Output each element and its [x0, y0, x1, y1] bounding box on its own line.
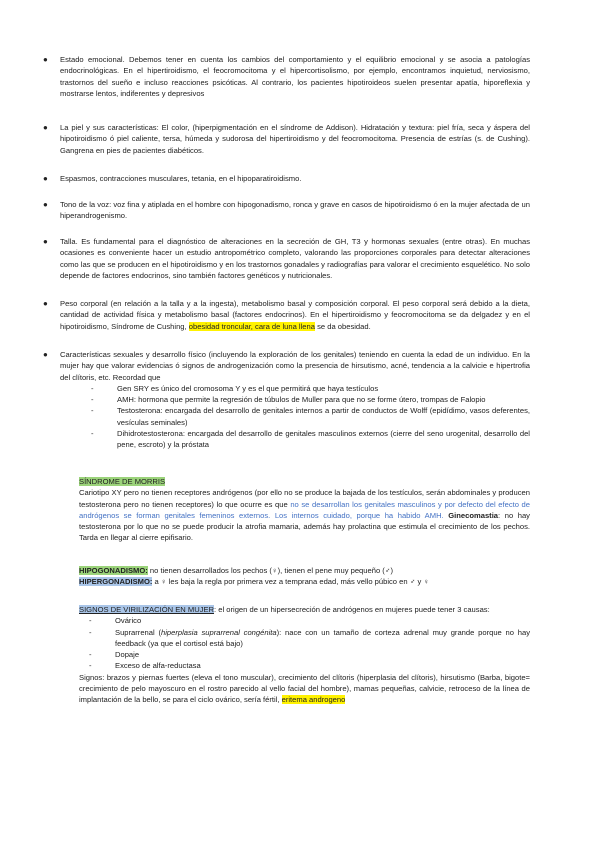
bullet-estado-emocional — [43, 54, 530, 99]
bullet-text-before: Peso corporal (en relación a la talla y a la ingesta), metabolismo basal y composición corporal. El peso corporal será debido a la dieta, cantidad de actividad física y metabolismo basal (factores endocrinos). En el hipertiroidismo y feocromocitoma se da delgadez y en el hipotiroidismo, Síndrome de Cushing, — [60, 299, 530, 331]
bullet-piel — [43, 122, 530, 156]
bullet-talla — [43, 236, 530, 281]
dash-marker: - — [89, 627, 92, 637]
bullet-marker: ● — [43, 123, 48, 132]
sub-item: - Gen SRY es único del cromosoma Y y es el que permitirá que haya testículos — [91, 383, 379, 393]
bullet-text: Características sexuales y desarrollo físico (incluyendo la exploración de los genitales) teniendo en cuenta la edad de un individuo. En la mujer hay que valorar evidencias ó signos de androgenización como la presencia de hirsutismo, acné, tendencia a la calvicie e hipertrofia del clítoris, etc. Recordad que — [60, 350, 530, 382]
section-virilizacion — [79, 604, 530, 706]
bullet-marker: ● — [43, 299, 48, 308]
virilizacion-intro: SIGNOS DE VIRILIZACIÓN EN MUJER: el origen de un hipersecreción de andrógenos en mujeres puede tener 3 causas: — [79, 605, 490, 614]
blue-text: no se desarrollan los genitales masculinos y por defecto del efecto de andrógenos se forman genitales femeninos externos. Los internos cuidado, porque ha habido AMH. — [79, 499, 530, 520]
bullet-marker: ● — [43, 237, 48, 246]
bullet-marker: ● — [43, 174, 48, 183]
sub-item: - AMH: hormona que permite la regresión de túbulos de Muller para que no se forme útero, trompas de Falopio — [91, 395, 486, 405]
bullet-marker: ● — [43, 350, 48, 359]
sub-list — [91, 383, 530, 451]
section-gonadismo — [79, 565, 530, 588]
bullet-text: Tono de la voz: voz fina y atiplada en el hombre con hipogonadismo, ronca y grave en casos de hipotiroidismo ó en la mujer afectada de un hiperandrogenismo. — [60, 200, 530, 221]
bullet-marker: ● — [43, 200, 48, 209]
highlighted-text: obesidad troncular, cara de luna llena — [188, 321, 315, 331]
bullet-text: La piel y sus características: El color, (hiperpigmentación en el síndrome de Addison). Hidratación y textura: piel fría, seca y áspera del hipotiroidismo ó piel caliente, tersa, húmeda y sudorosa del hipertiroidismo y del feocromocitoma. Presencia de estrías (s. de Cushing). Gangrena en pies de pacientes diabéticos. — [60, 123, 530, 155]
dash-marker: - — [91, 429, 94, 439]
dash-marker: - — [91, 395, 94, 405]
causes-list — [89, 615, 530, 671]
section-heading: SÍNDROME DE MORRIS — [79, 477, 166, 486]
hipogonadismo-line: HIPOGONADISMO: no tienen desarrollados los pechos (♀), tienen el pene muy pequeño (♂) — [79, 566, 394, 575]
dash-marker: - — [89, 661, 92, 671]
bullet-peso — [43, 298, 530, 332]
cause-item: - Exceso de alfa-reductasa — [89, 661, 201, 671]
sub-item: - Dihidrotestosterona: encargada del desarrollo de genitales masculinos externos (cierre del seno urogenital, desarrollo del pene, escroto) y la próstata — [91, 429, 530, 450]
morris-paragraph: Cariotipo XY pero no tienen receptores andrógenos (por ello no se produce la bajada de los testículos, serán abdominales y producen testosterona pero no tienen receptores) lo que ocurre es que no se desarrollan los genitales masculinos y por defecto del efecto de andrógenos se forman genitales femeninos externos. Los internos cuidado, porque ha habido AMH. Ginecomastia: no hay testosterona por lo que no se puede producir la atrofia mamaria, además hay prolactina que estimula el crecimiento de los pechos. Tarda en llegar al cierre epifisario. — [79, 488, 530, 543]
highlighted-text: eritema androgeno — [281, 695, 346, 705]
cause-item: - Ovárico — [89, 616, 142, 626]
signos-paragraph: Signos: brazos y piernas fuertes (eleva el tono muscular), crecimiento del clítoris (hiperplasia del clítoris), hirsutismo (Barba, bigote= crecimiento de pelo mayoscuro en el rostro parecido al vello facial del hombre), mamas pequeñas, calvicie, retroceso de la línea de implantación de la bello, se para el ciclo ovárico, sería fértil, eritema androgeno — [79, 672, 530, 705]
bullet-caracteristicas-sexuales — [43, 349, 530, 451]
dash-marker: - — [89, 616, 92, 626]
bullet-text: Estado emocional. Debemos tener en cuenta los cambios del comportamiento y el equilibrio emocional y se asocia a patologías endocrinológicas. En el hipertiroidismo, el feocromocitoma y el hipercortisolismo, por ejemplo, encontramos inquietud, nerviosismo, trastornos del sueño e incluso reacciones psicóticas. Al contrario, los pacientes hipotiroideos suelen presentar apatía, hiporeflexia y mostrarse lentos, indiferentes y depresivos — [60, 55, 530, 98]
hipergonadismo-line: HIPERGONADISMO: a ♀ les baja la regla por primera vez a temprana edad, más vello púbico en ♂ y ♀ — [79, 577, 430, 587]
dash-marker: - — [91, 406, 94, 416]
section-morris — [79, 476, 530, 544]
bullet-text-after: se da obesidad. — [314, 321, 371, 331]
bullet-text: Talla. Es fundamental para el diagnóstico de alteraciones en la secreción de GH, T3 y hormonas sexuales (entre otras). En muchas ocasiones es conveniente hacer un estudio antropométrico completo, valorando las proporciones corporales para detectar alteraciones como las que se producen en el hipotiroidismo y en los trastornos gonadales y radiografías para valorar el crecimiento esquelético. No solo depende de factores endocrinos, sino también factores genéticos y nutricionales. — [60, 237, 530, 280]
bullet-espasmos — [43, 173, 530, 184]
dash-marker: - — [89, 650, 92, 660]
dash-marker: - — [91, 383, 94, 393]
sub-item: - Testosterona: encargada del desarrollo de genitales internos a partir de conductos de Wolff (epidídimo, vasos deferentes, vesículas seminales) — [91, 406, 530, 427]
ginecomastia-label: Ginecomastia — [448, 510, 499, 520]
bullet-tono-voz — [43, 199, 530, 222]
cause-item: - Dopaje — [89, 650, 140, 660]
bullet-text: Espasmos, contracciones musculares, tetania, en el hipoparatiroidismo. — [60, 174, 302, 183]
cause-item: - Suprarrenal (hiperplasia suprarrenal congénita): nace con un tamaño de corteza adrenal muy grande porque no hay feedback (ya que el cortisol está bajo) — [89, 627, 530, 648]
bullet-marker: ● — [43, 55, 48, 64]
